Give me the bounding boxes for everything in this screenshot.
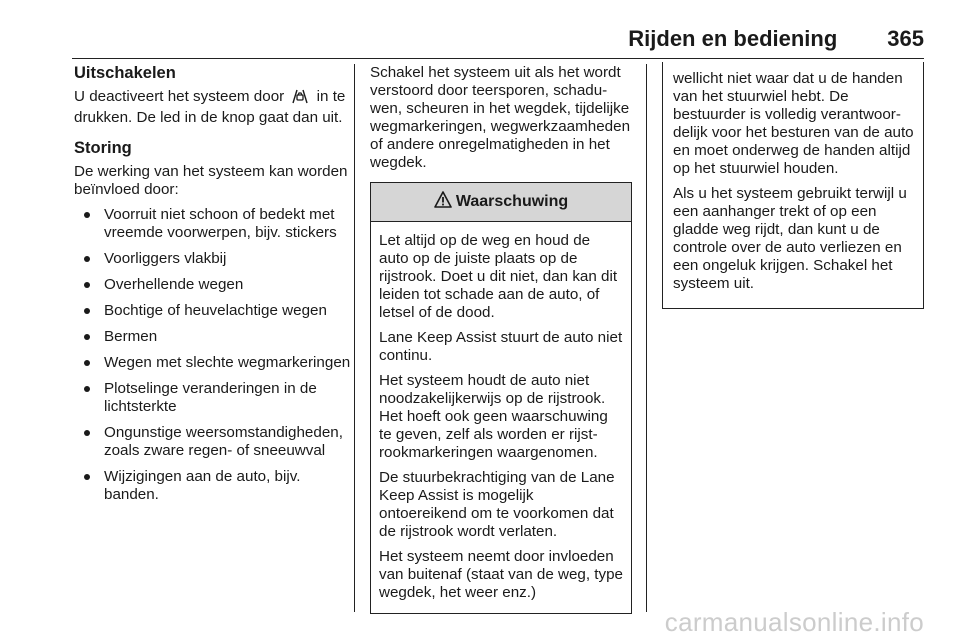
list-item: Wijzigingen aan de auto, bijv. banden. [74,468,352,504]
paragraph-uitschakelen: U deactiveert het systeem door in te drukken. De led in de knop gaat dan uit. [74,88,346,126]
fault-list [74,206,352,504]
watermark: carmanualsonline.info [664,607,924,637]
warning-header [371,183,631,222]
warning-continuation-box [662,62,924,309]
list-item: Wegen met slechte wegmarkeringen [74,354,352,372]
warning-paragraph: wellicht niet waar dat u de handen van het stuurwiel hebt. De bestuurder is volledig verantwoordelijk voor het besturen van de auto en moet onderweg de handen altijd op het stuurwiel houden. [673,70,914,177]
column-2 [370,64,632,614]
list-item: Ongunstige weersomstandigheden, zoals zware regen- of sneeuwval [74,424,352,460]
list-item: Plotselinge veranderingen in de lichtsterkte [74,380,352,416]
column-divider-1 [354,64,355,612]
warning-paragraph: Lane Keep Assist stuurt de auto niet continu. [379,329,623,364]
page-number: 365 [887,26,924,51]
heading-uitschakelen: Uitschakelen [74,64,176,82]
warning-paragraph: Het systeem neemt door invloeden van buitenaf (staat van de weg, type wegdek, het weer enz.) [379,548,624,601]
heading-storing: Storing [74,139,132,157]
paragraph-storing: De werking van het systeem kan worden beïnvloed door: [74,163,348,198]
warning-body [371,222,631,613]
warning-triangle-icon [434,191,456,213]
list-item: Voorliggers vlakbij [74,250,352,268]
column-1 [74,64,352,512]
warning-box [370,182,632,614]
header-rule [72,58,924,59]
column-divider-2 [646,64,647,612]
paragraph-intro: Schakel het systeem uit als het wordt verstoord door teersporen, schaduwen, scheuren in het wegdek, tijdelijke wegmarkeringen, wegwerkzaamheden of andere onregelmatigheden in het wegdek. [370,64,631,171]
warning-title: Waarschuwing [455,193,569,210]
list-item: Bochtige of heuvelachtige wegen [74,302,352,320]
section-title: Rijden en bediening [628,26,838,51]
page-header [36,26,924,52]
warning-paragraph: Als u het systeem gebruikt terwijl u een aanhanger trekt of op een gladde weg rijdt, dan kunt u de controle over de auto verliezen en een ongeluk krijgen. Schakel het systeem uit. [673,185,907,292]
column-3 [662,64,924,309]
list-item: Bermen [74,328,352,346]
lane-keep-icon [290,88,310,109]
list-item: Overhellende wegen [74,276,352,294]
warning-paragraph: Let altijd op de weg en houd de auto op de juiste plaats op de rijstrook. Doet u dit niet, dan kan dit leiden tot schade aan de auto, of letsel of de dood. [379,232,618,321]
warning-paragraph: Het systeem houdt de auto niet noodzakelijkerwijs op de rijstrook. Het hoeft ook geen waarschuwing te geven, zelf als worden er rijstrookmarkeringen waargenomen. [379,372,608,461]
warning-paragraph: De stuurbekrachtiging van de Lane Keep Assist is mogelijk ontoereikend om te voorkomen dat de rijstrook wordt verlaten. [379,469,615,540]
list-item: Voorruit niet schoon of bedekt met vreemde voorwerpen, bijv. stickers [74,206,352,242]
